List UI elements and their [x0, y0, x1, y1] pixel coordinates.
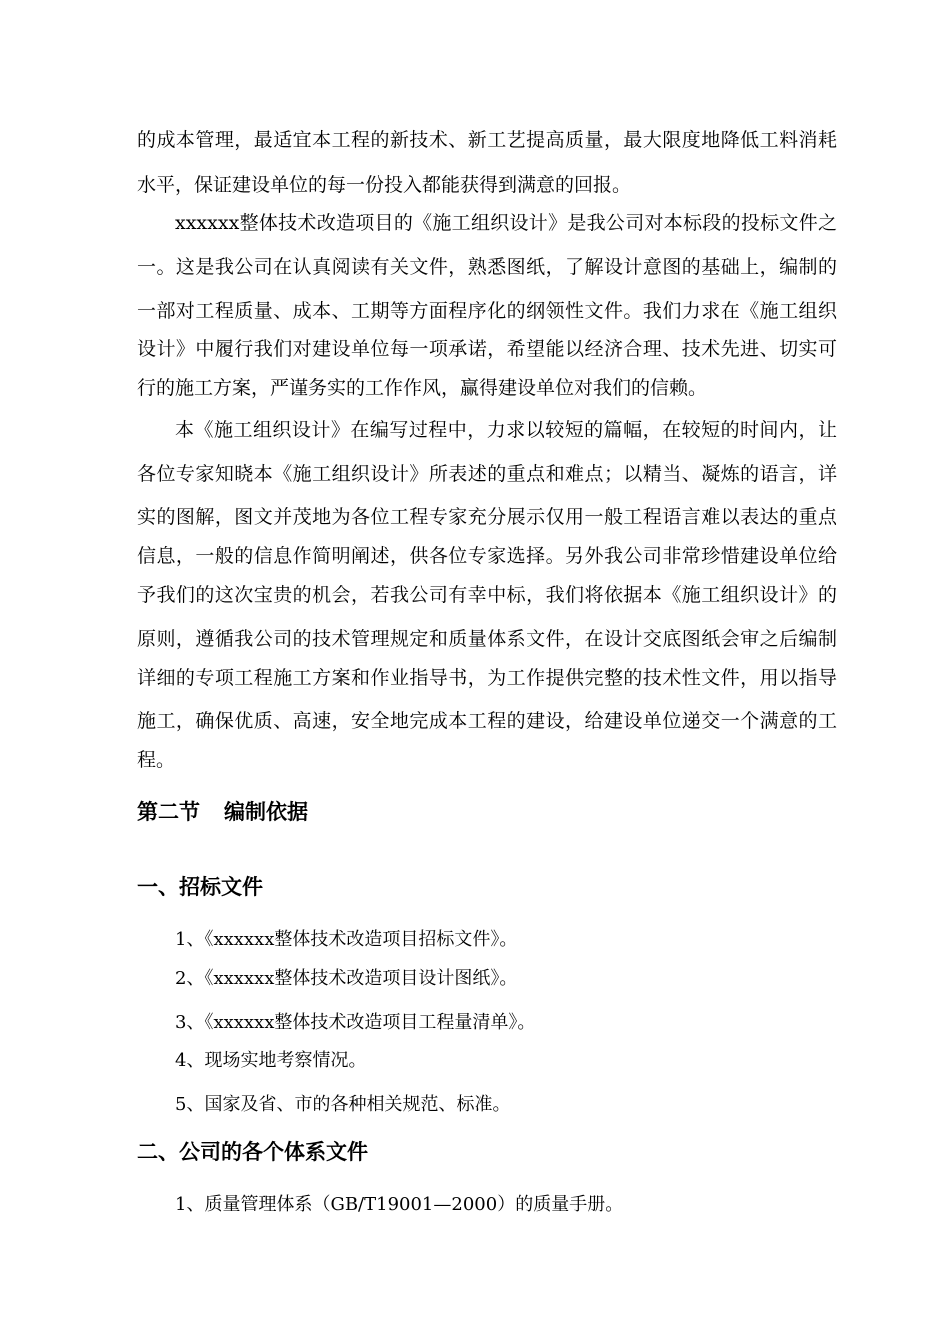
- paragraph-line: 原则，遵循我公司的技术管理规定和质量体系文件，在设计交底图纸会审之后编制: [137, 628, 837, 650]
- paragraph-line: 详细的专项工程施工方案和作业指导书，为工作提供完整的技术性文件，用以指导: [137, 667, 837, 689]
- list-item: 2、《xxxxxx整体技术改造项目设计图纸》。: [175, 968, 518, 989]
- list-item: 1、《xxxxxx整体技术改造项目招标文件》。: [175, 929, 518, 950]
- paragraph-line: 本《施工组织设计》在编写过程中，力求以较短的篇幅，在较短的时间内，让: [175, 419, 837, 441]
- section-heading: [137, 798, 308, 826]
- list-item: 4、现场实地考察情况。: [175, 1050, 367, 1071]
- subsection-heading: 二、公司的各个体系文件: [137, 1140, 368, 1164]
- paragraph-line: 的成本管理，最适宜本工程的新技术、新工艺提高质量，最大限度地降低工料消耗: [137, 129, 837, 151]
- paragraph-line: 设计》中履行我们对建设单位每一项承诺，希望能以经济合理、技术先进、切实可: [137, 338, 837, 360]
- section-number: 第二节: [137, 800, 200, 824]
- paragraph-line: 实的图解，图文并茂地为各位工程专家充分展示仅用一般工程语言难以表达的重点: [137, 506, 837, 528]
- paragraph-line: 一。这是我公司在认真阅读有关文件，熟悉图纸，了解设计意图的基础上，编制的: [137, 256, 837, 278]
- list-item: 1、质量管理体系（GB/T19001—2000）的质量手册。: [175, 1194, 624, 1215]
- subsection-heading: 一、招标文件: [137, 875, 263, 899]
- paragraph-line: 水平，保证建设单位的每一份投入都能获得到满意的回报。: [137, 174, 632, 196]
- section-title: 编制依据: [224, 800, 308, 824]
- paragraph-line: 施工，确保优质、高速，安全地完成本工程的建设，给建设单位递交一个满意的工: [137, 710, 837, 732]
- paragraph-line: 各位专家知晓本《施工组织设计》所表述的重点和难点；以精当、凝炼的语言，详: [137, 463, 837, 485]
- list-item: 5、国家及省、市的各种相关规范、标准。: [175, 1094, 511, 1115]
- paragraph-line: 程。: [137, 749, 176, 771]
- paragraph-line: 予我们的这次宝贵的机会，若我公司有幸中标，我们将依据本《施工组织设计》的: [137, 584, 837, 606]
- paragraph-line: 一部对工程质量、成本、工期等方面程序化的纲领性文件。我们力求在《施工组织: [137, 300, 837, 322]
- paragraph-line: 行的施工方案，严谨务实的工作作风，赢得建设单位对我们的信赖。: [137, 377, 708, 399]
- paragraph-line: 信息，一般的信息作简明阐述，供各位专家选择。另外我公司非常珍惜建设单位给: [137, 545, 837, 567]
- list-item: 3、《xxxxxx整体技术改造项目工程量清单》。: [175, 1012, 536, 1033]
- paragraph-line: xxxxxx整体技术改造项目的《施工组织设计》是我公司对本标段的投标文件之: [175, 212, 837, 234]
